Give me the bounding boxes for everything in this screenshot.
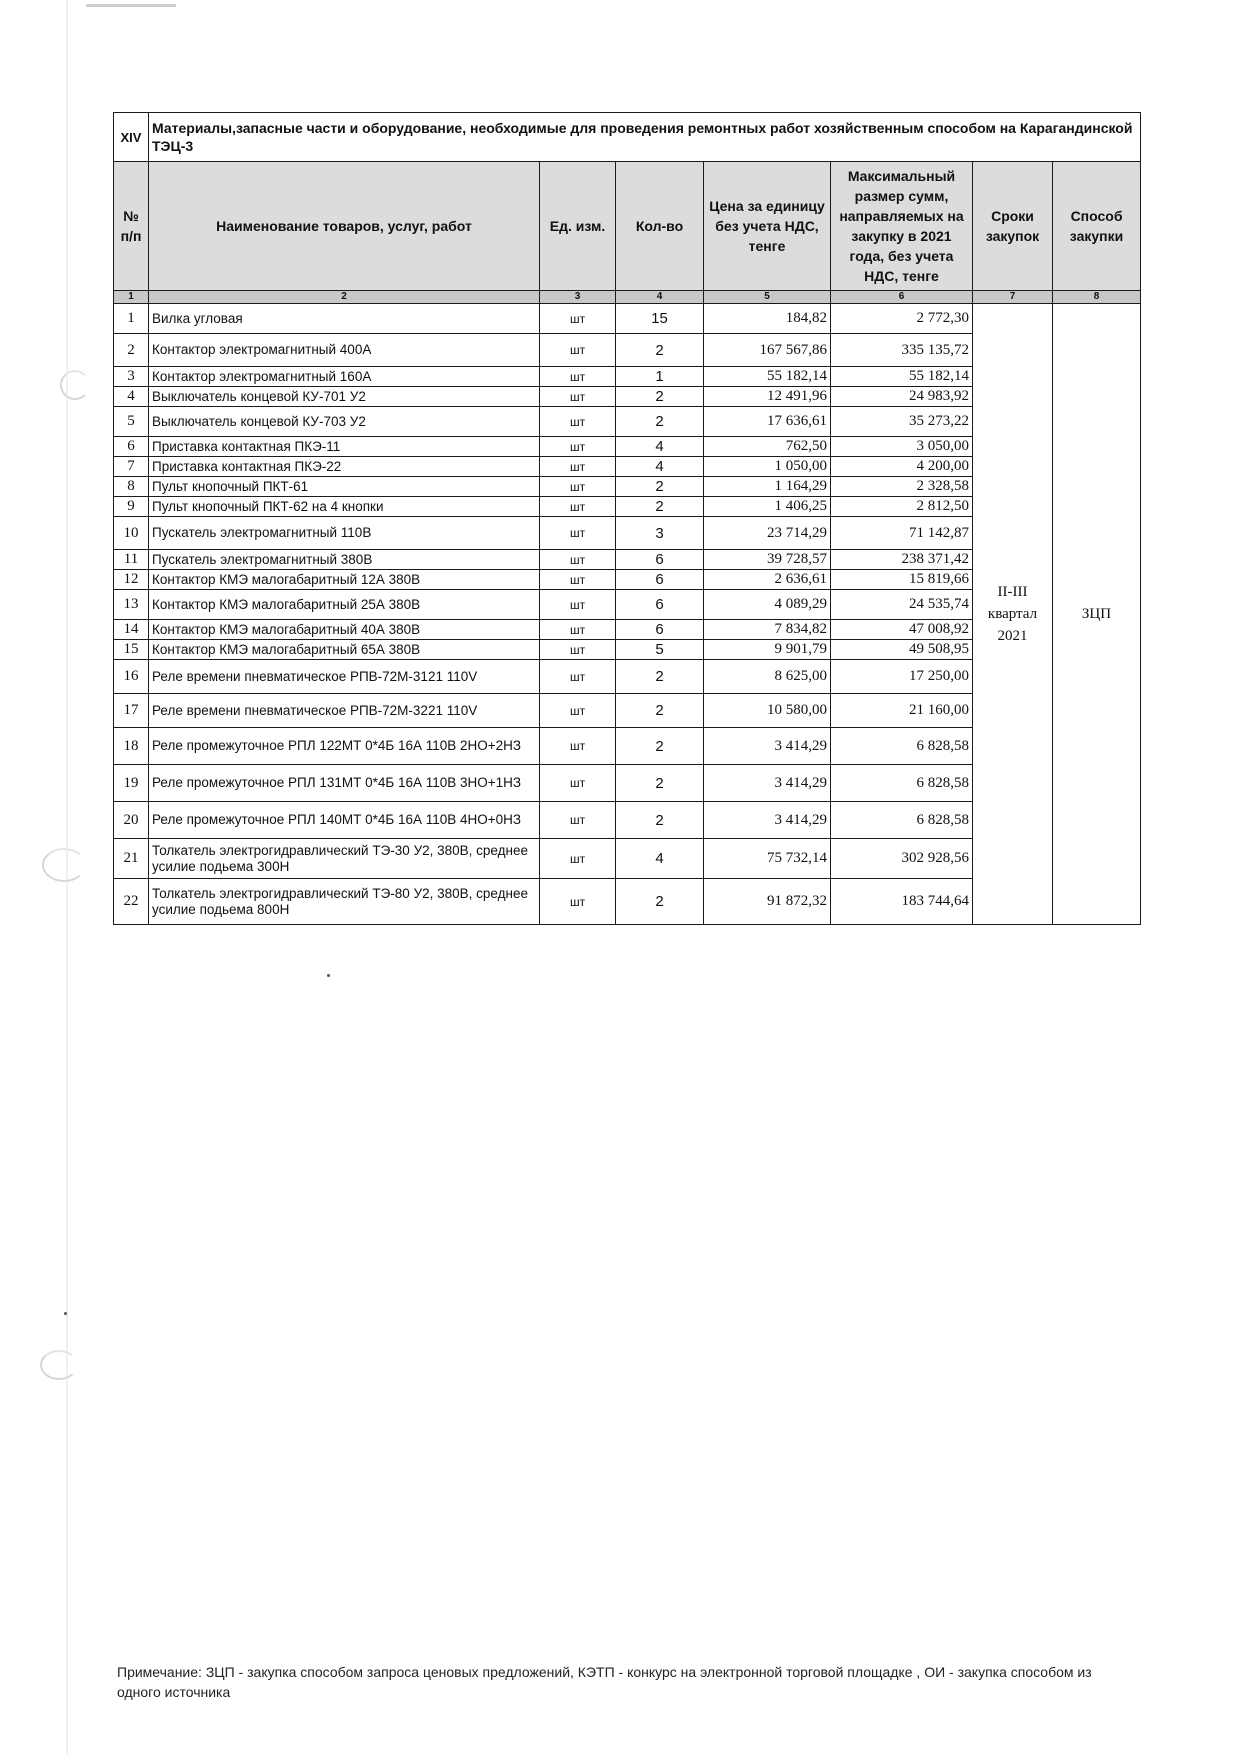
column-number: 6 xyxy=(831,291,973,304)
item-name: Контактор КМЭ малогабаритный 25А 380В xyxy=(149,590,540,620)
item-quantity: 6 xyxy=(616,570,704,590)
item-name: Толкатель электрогидравлический ТЭ-80 У2, 380В, среднее усилие подьема 800Н xyxy=(149,879,540,925)
row-number: 19 xyxy=(114,765,149,802)
item-unit: шт xyxy=(540,640,616,660)
column-number: 3 xyxy=(540,291,616,304)
item-total: 35 273,22 xyxy=(831,407,973,437)
item-quantity: 2 xyxy=(616,477,704,497)
table-body xyxy=(114,113,1141,925)
item-unit-price: 12 491,96 xyxy=(704,387,831,407)
item-unit: шт xyxy=(540,570,616,590)
procurement-table xyxy=(113,112,1141,925)
row-number: 9 xyxy=(114,497,149,517)
item-unit: шт xyxy=(540,620,616,640)
item-quantity: 4 xyxy=(616,457,704,477)
procurement-term: II-III квартал 2021 xyxy=(973,304,1053,925)
column-number: 1 xyxy=(114,291,149,304)
header-method: Способ закупки xyxy=(1053,162,1141,291)
header-price: Цена за единицу без учета НДС, тенге xyxy=(704,162,831,291)
row-number: 5 xyxy=(114,407,149,437)
item-total: 55 182,14 xyxy=(831,367,973,387)
column-number: 2 xyxy=(149,291,540,304)
item-unit-price: 7 834,82 xyxy=(704,620,831,640)
row-number: 21 xyxy=(114,839,149,879)
item-unit: шт xyxy=(540,367,616,387)
item-unit: шт xyxy=(540,477,616,497)
section-number: XIV xyxy=(114,113,149,162)
item-total: 71 142,87 xyxy=(831,517,973,550)
item-name: Реле промежуточное РПЛ 131МТ 0*4Б 16А 110В 3НО+1НЗ xyxy=(149,765,540,802)
item-name: Приставка контактная ПКЭ-22 xyxy=(149,457,540,477)
item-total: 6 828,58 xyxy=(831,728,973,765)
item-quantity: 6 xyxy=(616,550,704,570)
row-number: 13 xyxy=(114,590,149,620)
item-unit: шт xyxy=(540,728,616,765)
section-title: Материалы,запасные части и оборудование, необходимые для проведения ремонтных работ хозяйственным способом на Карагандинской ТЭЦ-3 xyxy=(149,113,1141,162)
row-number: 1 xyxy=(114,304,149,334)
item-name: Пульт кнопочный ПКТ-61 xyxy=(149,477,540,497)
row-number: 6 xyxy=(114,437,149,457)
section-row xyxy=(114,113,1141,162)
row-number: 11 xyxy=(114,550,149,570)
row-number: 10 xyxy=(114,517,149,550)
item-total: 238 371,42 xyxy=(831,550,973,570)
item-unit: шт xyxy=(540,437,616,457)
item-unit: шт xyxy=(540,879,616,925)
item-quantity: 2 xyxy=(616,407,704,437)
column-number: 8 xyxy=(1053,291,1141,304)
item-unit-price: 184,82 xyxy=(704,304,831,334)
item-total: 6 828,58 xyxy=(831,765,973,802)
row-number: 12 xyxy=(114,570,149,590)
item-quantity: 3 xyxy=(616,517,704,550)
item-total: 47 008,92 xyxy=(831,620,973,640)
item-unit: шт xyxy=(540,660,616,694)
column-number: 7 xyxy=(973,291,1053,304)
row-number: 17 xyxy=(114,694,149,728)
row-number: 4 xyxy=(114,387,149,407)
item-name: Реле времени пневматическое РПВ-72М-3121 110V xyxy=(149,660,540,694)
item-total: 183 744,64 xyxy=(831,879,973,925)
item-name: Контактор электромагнитный 160А xyxy=(149,367,540,387)
item-quantity: 6 xyxy=(616,590,704,620)
scan-top-mark xyxy=(86,4,176,7)
punch-hole-mark xyxy=(40,1350,78,1380)
item-unit-price: 9 901,79 xyxy=(704,640,831,660)
item-total: 49 508,95 xyxy=(831,640,973,660)
item-total: 2 328,58 xyxy=(831,477,973,497)
row-number: 20 xyxy=(114,802,149,839)
punch-hole-mark xyxy=(42,848,86,882)
item-quantity: 2 xyxy=(616,728,704,765)
item-unit: шт xyxy=(540,457,616,477)
item-unit-price: 2 636,61 xyxy=(704,570,831,590)
header-row xyxy=(114,162,1141,291)
item-unit: шт xyxy=(540,497,616,517)
item-unit-price: 1 050,00 xyxy=(704,457,831,477)
scan-speck xyxy=(64,1312,67,1315)
item-name: Приставка контактная ПКЭ-11 xyxy=(149,437,540,457)
header-qty: Кол-во xyxy=(616,162,704,291)
item-quantity: 2 xyxy=(616,387,704,407)
item-total: 24 535,74 xyxy=(831,590,973,620)
item-unit-price: 39 728,57 xyxy=(704,550,831,570)
item-unit-price: 17 636,61 xyxy=(704,407,831,437)
row-number: 2 xyxy=(114,334,149,367)
item-total: 17 250,00 xyxy=(831,660,973,694)
row-number: 7 xyxy=(114,457,149,477)
item-unit-price: 167 567,86 xyxy=(704,334,831,367)
row-number: 18 xyxy=(114,728,149,765)
item-unit: шт xyxy=(540,387,616,407)
item-unit: шт xyxy=(540,839,616,879)
item-unit: шт xyxy=(540,694,616,728)
item-name: Пускатель электромагнитный 110В xyxy=(149,517,540,550)
row-number: 8 xyxy=(114,477,149,497)
item-name: Выключатель концевой КУ-703 У2 xyxy=(149,407,540,437)
item-name: Пускатель электромагнитный 380В xyxy=(149,550,540,570)
item-name: Контактор КМЭ малогабаритный 40А 380В xyxy=(149,620,540,640)
header-name: Наименование товаров, услуг, работ xyxy=(149,162,540,291)
item-unit: шт xyxy=(540,802,616,839)
item-unit: шт xyxy=(540,550,616,570)
item-quantity: 2 xyxy=(616,694,704,728)
item-quantity: 2 xyxy=(616,660,704,694)
item-unit: шт xyxy=(540,590,616,620)
item-name: Выключатель концевой КУ-701 У2 xyxy=(149,387,540,407)
item-quantity: 2 xyxy=(616,879,704,925)
item-unit-price: 1 406,25 xyxy=(704,497,831,517)
item-quantity: 15 xyxy=(616,304,704,334)
header-unit: Ед. изм. xyxy=(540,162,616,291)
item-name: Контактор КМЭ малогабаритный 65А 380В xyxy=(149,640,540,660)
row-number: 15 xyxy=(114,640,149,660)
item-unit-price: 75 732,14 xyxy=(704,839,831,879)
item-unit: шт xyxy=(540,334,616,367)
row-number: 22 xyxy=(114,879,149,925)
item-unit: шт xyxy=(540,304,616,334)
item-unit: шт xyxy=(540,765,616,802)
procurement-method: ЗЦП xyxy=(1053,304,1141,925)
item-unit-price: 3 414,29 xyxy=(704,728,831,765)
item-total: 2 772,30 xyxy=(831,304,973,334)
item-total: 335 135,72 xyxy=(831,334,973,367)
item-unit-price: 3 414,29 xyxy=(704,802,831,839)
footnote: Примечание: ЗЦП - закупка способом запроса ценовых предложений, КЭТП - конкурс на электронной торговой площадке , ОИ - закупка способом из одного источника xyxy=(117,1664,1092,1700)
item-name: Реле промежуточное РПЛ 122МТ 0*4Б 16А 110В 2НО+2НЗ xyxy=(149,728,540,765)
item-unit: шт xyxy=(540,517,616,550)
item-quantity: 6 xyxy=(616,620,704,640)
item-quantity: 1 xyxy=(616,367,704,387)
item-name: Вилка угловая xyxy=(149,304,540,334)
header-total: Максимальный размер сумм, направляемых на закупку в 2021 года, без учета НДС, тенге xyxy=(831,162,973,291)
table-row xyxy=(114,304,1141,334)
item-quantity: 2 xyxy=(616,334,704,367)
row-number: 16 xyxy=(114,660,149,694)
procurement-table-container xyxy=(113,112,1140,925)
item-total: 6 828,58 xyxy=(831,802,973,839)
item-name: Контактор электромагнитный 400А xyxy=(149,334,540,367)
column-number-row xyxy=(114,291,1141,304)
scan-speck xyxy=(327,974,330,977)
item-quantity: 4 xyxy=(616,839,704,879)
item-unit-price: 10 580,00 xyxy=(704,694,831,728)
item-total: 21 160,00 xyxy=(831,694,973,728)
item-unit-price: 8 625,00 xyxy=(704,660,831,694)
item-name: Толкатель электрогидравлический ТЭ-30 У2, 380В, среднее усилие подьема 300Н xyxy=(149,839,540,879)
item-quantity: 2 xyxy=(616,802,704,839)
item-unit-price: 1 164,29 xyxy=(704,477,831,497)
item-total: 24 983,92 xyxy=(831,387,973,407)
item-total: 4 200,00 xyxy=(831,457,973,477)
item-unit-price: 55 182,14 xyxy=(704,367,831,387)
item-quantity: 2 xyxy=(616,497,704,517)
item-quantity: 5 xyxy=(616,640,704,660)
item-name: Реле времени пневматическое РПВ-72М-3221 110V xyxy=(149,694,540,728)
item-unit-price: 4 089,29 xyxy=(704,590,831,620)
item-total: 302 928,56 xyxy=(831,839,973,879)
item-unit-price: 91 872,32 xyxy=(704,879,831,925)
item-unit-price: 23 714,29 xyxy=(704,517,831,550)
row-number: 14 xyxy=(114,620,149,640)
item-quantity: 2 xyxy=(616,765,704,802)
header-num: № п/п xyxy=(114,162,149,291)
item-name: Контактор КМЭ малогабаритный 12А 380В xyxy=(149,570,540,590)
item-unit-price: 762,50 xyxy=(704,437,831,457)
header-term: Сроки закупок xyxy=(973,162,1053,291)
item-total: 3 050,00 xyxy=(831,437,973,457)
column-number: 4 xyxy=(616,291,704,304)
item-unit: шт xyxy=(540,407,616,437)
item-name: Реле промежуточное РПЛ 140МТ 0*4Б 16А 110В 4НО+0НЗ xyxy=(149,802,540,839)
item-unit-price: 3 414,29 xyxy=(704,765,831,802)
item-quantity: 4 xyxy=(616,437,704,457)
item-total: 15 819,66 xyxy=(831,570,973,590)
item-total: 2 812,50 xyxy=(831,497,973,517)
column-number: 5 xyxy=(704,291,831,304)
punch-hole-mark xyxy=(60,370,90,400)
item-name: Пульт кнопочный ПКТ-62 на 4 кнопки xyxy=(149,497,540,517)
row-number: 3 xyxy=(114,367,149,387)
